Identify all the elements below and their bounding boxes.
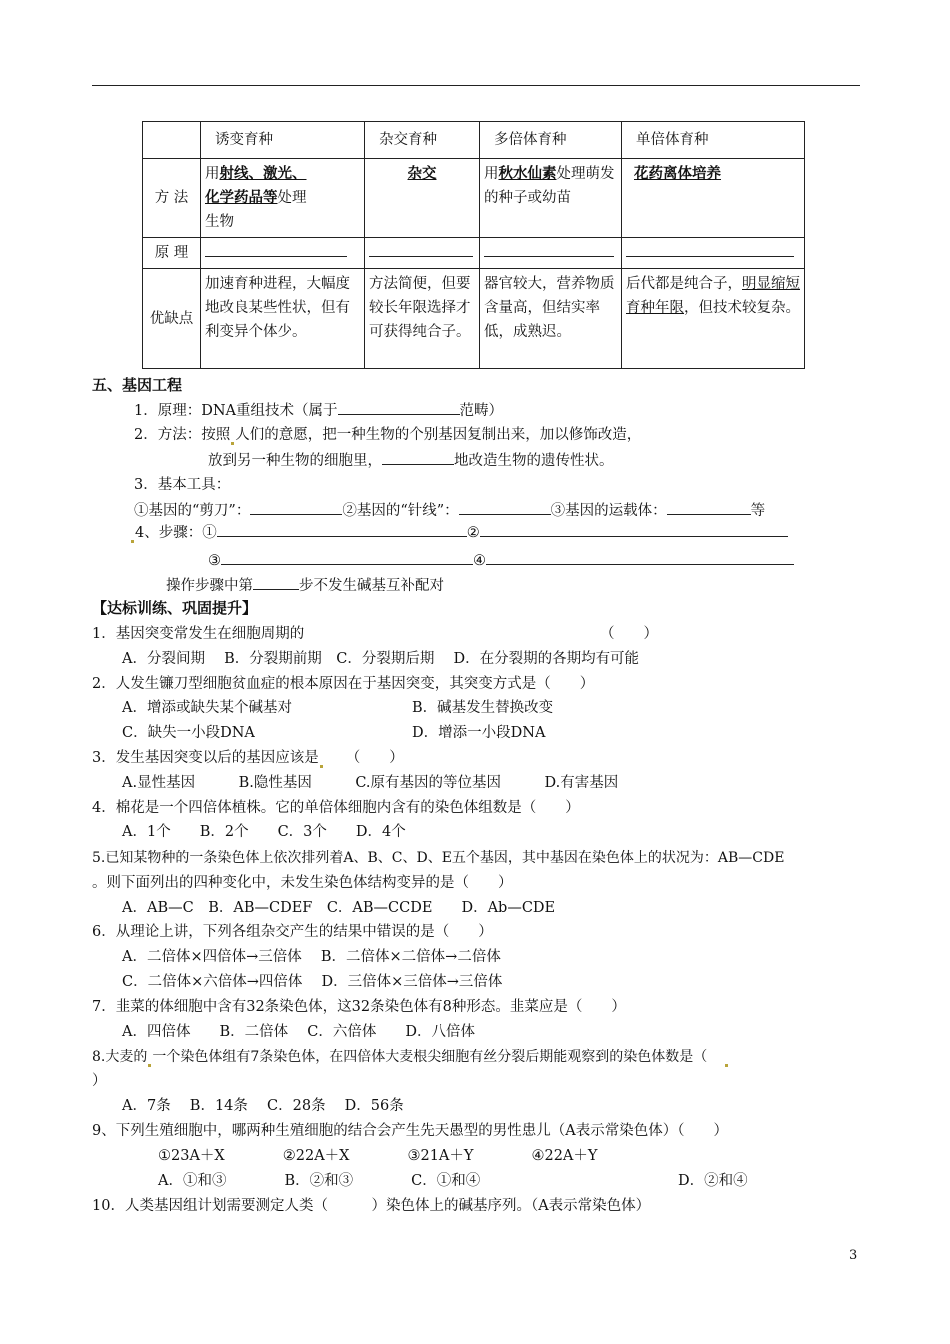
- text: 一个染色体组有7条染色体，在四倍体大麦根尖细胞有丝分裂后期能观察到的染色体数是（: [152, 1049, 708, 1065]
- text: ，但技术较复杂。: [684, 300, 800, 316]
- answer-paren: （ ）: [345, 750, 404, 766]
- header-hybrid-breeding: 杂交育种: [365, 122, 480, 159]
- tools-line: [134, 500, 765, 521]
- header-polyploid-breeding: 多倍体育种: [480, 122, 622, 159]
- principle-label: 原 理: [143, 238, 201, 269]
- question-5-options: A．AB—C B．AB—CDEF C．AB—CCDE D．Ab—CDE: [122, 900, 556, 916]
- principle-line: [134, 400, 503, 421]
- question-2-option-b: B．碱基发生替换改变: [412, 700, 554, 716]
- text: 地改造生物的遗传性状。: [454, 453, 614, 469]
- pros-cons-row: [143, 269, 805, 369]
- steps-line-2: [208, 550, 794, 571]
- question-4: 4．棉花是一个四倍体植株。它的单倍体细胞内含有的染色体组数是（ ）: [92, 800, 580, 816]
- method-label: 方 法: [143, 159, 201, 238]
- method-hybrid: [365, 159, 480, 238]
- text: 3．发生基因突变以后的基因应该是: [92, 750, 319, 766]
- question-9-options-abc: A．①和③ B．②和③ C．①和④: [158, 1173, 481, 1189]
- question-10: 10．人类基因组计划需要测定人类（ ）染色体上的碱基序列。（A表示常染色体）: [92, 1198, 651, 1214]
- text: 8.大麦的: [92, 1049, 148, 1065]
- question-8-line-1: [92, 1047, 729, 1067]
- method-polyploid: [480, 159, 622, 238]
- method-row: [143, 159, 805, 238]
- text: 生物: [205, 214, 234, 230]
- text: 后代都是纯合子，: [626, 276, 742, 292]
- question-7-options: A．四倍体 B．二倍体 C．六倍体 D．八倍体: [122, 1024, 475, 1040]
- text-emphasis: 花药离体培养: [634, 165, 721, 182]
- section-title-gene-engineering: 五、基因工程: [92, 376, 183, 394]
- text: 处理萌发的种子或幼苗: [484, 166, 615, 206]
- question-2: 2．人发生镰刀型细胞贫血症的根本原因在于基因突变，其突变方式是（ ）: [92, 676, 595, 692]
- question-2-option-a: A．增添或缺失某个碱基对: [122, 700, 292, 716]
- text: 放到另一种生物的细胞里，: [208, 453, 382, 469]
- text-emphasis: 秋水仙素: [498, 165, 557, 182]
- text: 用: [205, 166, 220, 182]
- principle-mutation-blank: [201, 238, 365, 269]
- question-8-line-2: ）: [92, 1073, 107, 1089]
- principle-polyploid-blank: [480, 238, 622, 269]
- header-haploid-breeding: 单倍体育种: [622, 122, 805, 159]
- question-5-line-2: 。则下面列出的四种变化中，未发生染色体结构变异的是（ ）: [92, 875, 513, 891]
- pros-cons-haploid: [622, 269, 805, 369]
- question-6-options-cd: C．二倍体×六倍体→四倍体 D．三倍体×三倍体→三倍体: [122, 974, 503, 990]
- text: 操作步骤中第: [166, 578, 253, 594]
- text: 4、步骤：①: [135, 525, 217, 541]
- question-6: 6．从理论上讲，下列各组杂交产生的结果中错误的是（ ）: [92, 924, 493, 940]
- pros-cons-mutation: 加速育种进程，大幅度地改良某些性状，但有利变异个体少。: [201, 269, 365, 369]
- question-3: [92, 748, 404, 768]
- text: 1．原理：DNA重组技术（属于: [134, 403, 338, 419]
- question-1-options: A．分裂间期 B．分裂期前期 C．分裂期后期 D．在分裂期的各期均有可能: [122, 651, 640, 667]
- steps-line-1: [130, 522, 788, 543]
- text: ②: [466, 525, 480, 541]
- pros-cons-polyploid: 器官较大，营养物质含量高，但结实率低，成熟迟。: [480, 269, 622, 369]
- table-header-empty: [143, 122, 201, 159]
- question-4-options: A．1个 B．2个 C．3个 D．4个: [122, 824, 406, 840]
- method-mutation: [201, 159, 365, 238]
- table-header-row: [143, 122, 805, 159]
- text: 1．基因突变常发生在细胞周期的: [92, 626, 305, 642]
- header-mutation-breeding: 诱变育种: [201, 122, 365, 159]
- text: 步不发生碱基互补配对: [299, 578, 444, 594]
- text-emphasis: 化学药品等: [205, 189, 278, 206]
- answer-paren: （ ）: [600, 626, 658, 642]
- question-1: [92, 624, 658, 644]
- pros-cons-hybrid: 方法简便，但要较长年限选择才可获得纯合子。: [365, 269, 480, 369]
- page-number: 3: [849, 1248, 858, 1263]
- question-9: 9、下列生殖细胞中，哪两种生殖细胞的结合会产生先天愚型的男性患儿（A表示常染色体）（ ）: [92, 1123, 728, 1139]
- breeding-table: [142, 121, 805, 369]
- question-2-option-c: C．缺失一小段DNA: [122, 725, 255, 741]
- operation-note: [166, 575, 444, 596]
- text: 人们的意愿，把一种生物的个别基因复制出来，加以修饰改造，: [235, 427, 642, 443]
- text: 2．方法：按照: [134, 427, 231, 443]
- text: 范畴）: [459, 403, 504, 419]
- text: ③: [208, 553, 221, 569]
- text-emphasis: 射线、激光、: [219, 165, 307, 182]
- question-7: 7．韭菜的体细胞中含有32条染色体，这32条染色体有8种形态。韭菜应是（ ）: [92, 999, 626, 1015]
- method-line-2: [208, 450, 614, 471]
- question-9-option-d: D．②和④: [678, 1173, 748, 1189]
- question-8-options: A．7条 B．14条 C．28条 D．56条: [122, 1098, 404, 1114]
- text: ④: [473, 553, 486, 569]
- question-2-option-d: D．增添一小段DNA: [412, 725, 546, 741]
- question-9-items: ①23A＋X ②22A＋X ③21A＋Y ④22A＋Y: [158, 1148, 598, 1164]
- text-emphasis: 杂交: [407, 165, 437, 182]
- text: 等: [750, 503, 766, 519]
- method-haploid: [622, 159, 805, 238]
- question-6-options-ab: A．二倍体×四倍体→三倍体 B．二倍体×二倍体→二倍体: [122, 949, 501, 965]
- method-line-1: [134, 425, 641, 445]
- text: 用: [484, 166, 499, 182]
- header-rule: [92, 85, 860, 86]
- principle-hybrid-blank: [365, 238, 480, 269]
- question-3-options: A.显性基因 B.隐性基因 C.原有基因的等位基因 D.有害基因: [122, 775, 619, 791]
- text-underlined: 明显缩短育种年限: [626, 276, 800, 316]
- principle-haploid-blank: [622, 238, 805, 269]
- text: ③基因的运载体：: [550, 503, 667, 519]
- question-5-line-1: 5.已知某物种的一条染色体上依次排列着A、B、C、D、E五个基因，其中基因在染色体上的状况为：AB—CDE: [92, 850, 785, 866]
- tools-heading: 3．基本工具：: [134, 477, 231, 493]
- practice-title: 【达标训练、巩固提升】: [92, 599, 258, 617]
- text: ②基因的“针线”：: [342, 503, 459, 519]
- text: 处理: [277, 190, 307, 206]
- text: ①基因的“剪刀”：: [134, 503, 251, 519]
- principle-row: [143, 238, 805, 269]
- pros-cons-label: 优缺点: [143, 269, 201, 369]
